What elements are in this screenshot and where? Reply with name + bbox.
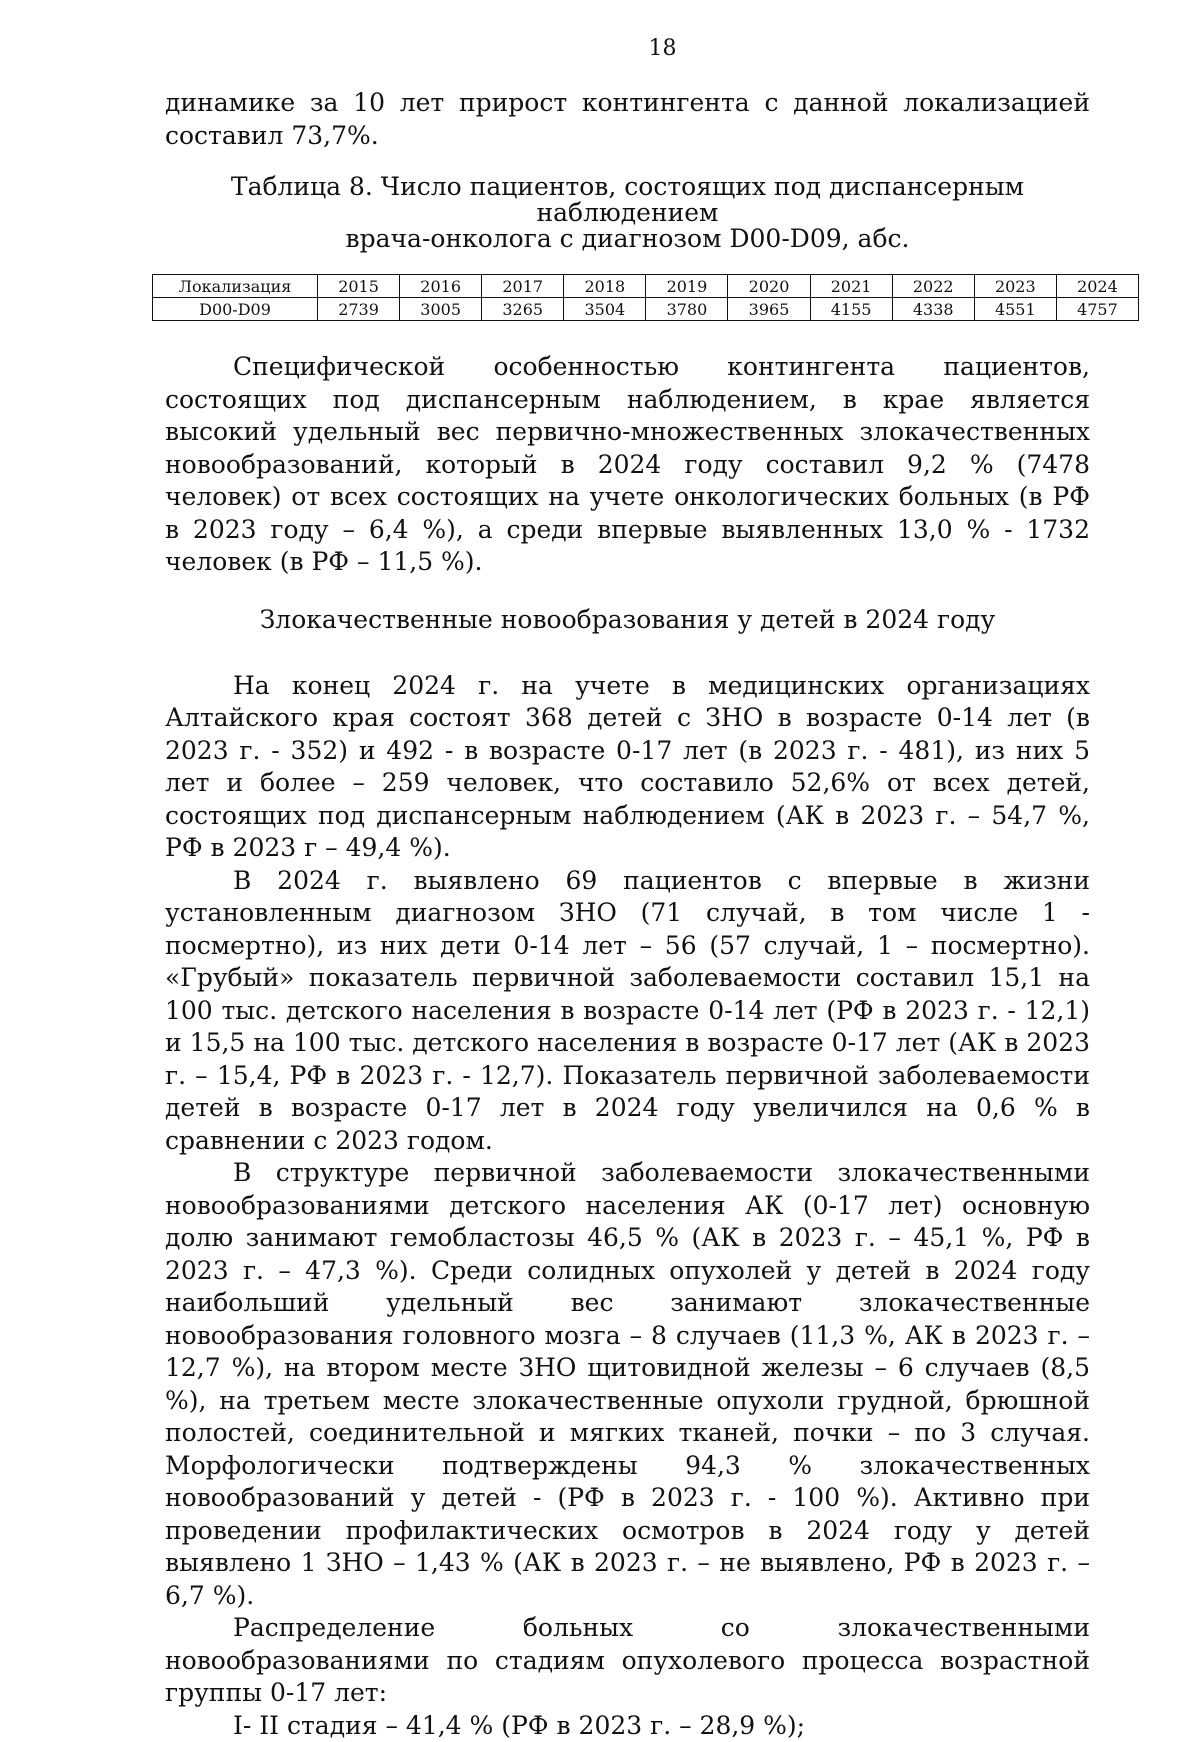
table-header-cell: 2023 [974,275,1056,298]
table-header-cell: 2021 [810,275,892,298]
table-header-cell: 2016 [400,275,482,298]
table-cell: 4338 [892,298,974,321]
table-cell: 3265 [482,298,564,321]
body-paragraph: В структуре первичной заболеваемости злокачественными новообразованиями детского населения АК (0-17 лет) основную долю занимают гемобластозы 46,5 % (АК в 2023 г. – 45,1 %, РФ в 2023 г. – 47,3 %). Среди солидных опухолей у детей в 2024 году наибольший удельный вес занимают злокачественные новообразования головного мозга – 8 случаев (11,3 %, АК в 2023 г. – 12,7 %), на втором месте ЗНО щитовидной железы – 6 случаев (8,5 %), на третьем месте злокачественные опухоли грудной, брюшной полостей, соединительной и мягких тканей, почки – по 3 случая. Морфологически подтверждены 94,3 % злокачественных новообразований у детей - (РФ в 2023 г. - 100 %). Активно при проведении профилактических осмотров в 2024 году у детей выявлено 1 ЗНО – 1,43 % (АК в 2023 г. – не выявлено, РФ в 2023 г. – 6,7 %). [165,1157,1090,1612]
intro-paragraph: динамике за 10 лет прирост контингента с данной локализацией составил 73,7%. [165,87,1090,152]
table-row [153,298,1139,321]
table-cell: 4155 [810,298,892,321]
table-header-cell: 2022 [892,275,974,298]
table-header-cell: 2015 [318,275,400,298]
table-header-row [153,275,1139,298]
table-header-cell: 2024 [1056,275,1138,298]
table-cell: 3965 [728,298,810,321]
page-number: 18 [235,36,1090,61]
table-cell: 4551 [974,298,1056,321]
body-paragraph: На конец 2024 г. на учете в медицинских организациях Алтайского края состоят 368 детей с ЗНО в возрасте 0-14 лет (в 2023 г. - 352) и 492 - в возрасте 0-17 лет (в 2023 г. - 481), из них 5 лет и более – 259 человек, что составило 52,6% от всех детей, состоящих под диспансерным наблюдением (АК в 2023 г. – 54,7 %, РФ в 2023 г – 49,4 %). [165,670,1090,865]
body-paragraph: I- II стадия – 41,4 % (РФ в 2023 г. – 28,9 %); [165,1710,1090,1742]
table-header-cell: 2017 [482,275,564,298]
body-paragraph: Распределение больных со злокачественными новообразованиями по стадиям опухолевого процесса возрастной группы 0-17 лет: [165,1612,1090,1710]
table-cell: 3504 [564,298,646,321]
patients-table [152,274,1139,321]
table-header-cell: 2018 [564,275,646,298]
specific-feature-paragraph: Специфической особенностью контингента пациентов, состоящих под диспансерным наблюдением, в крае является высокий удельный вес первично-множественных злокачественных новообразований, который в 2024 году составил 9,2 % (7478 человек) от всех состоящих на учете онкологических больных (в РФ в 2023 году – 6,4 %), а среди впервые выявленных 13,0 % - 1732 человек (в РФ – 11,5 %). [165,351,1090,579]
table-header-cell: Локализация [153,275,318,298]
table-cell: 4757 [1056,298,1138,321]
body-paragraph: В 2024 г. выявлено 69 пациентов с впервые в жизни установленным диагнозом ЗНО (71 случай, в том числе 1 - посмертно), из них дети 0-14 лет – 56 (57 случай, 1 – посмертно). «Грубый» показатель первичной заболеваемости составил 15,1 на 100 тыс. детского населения в возрасте 0-14 лет (РФ в 2023 г. - 12,1) и 15,5 на 100 тыс. детского населения в возрасте 0-17 лет (АК в 2023 г. – 15,4, РФ в 2023 г. - 12,7). Показатель первичной заболеваемости детей в возрасте 0-17 лет в 2024 году увеличился на 0,6 % в сравнении с 2023 годом. [165,865,1090,1158]
table-header-cell: 2020 [728,275,810,298]
table-cell: 3780 [646,298,728,321]
table-caption-line-2: врача-онколога с диагнозом D00-D09, абс. [165,226,1090,252]
section-title: Злокачественные новообразования у детей в 2024 году [165,605,1090,634]
table-caption [165,174,1090,252]
table-cell: 2739 [318,298,400,321]
table-header-cell: 2019 [646,275,728,298]
table-cell: 3005 [400,298,482,321]
table-cell: D00-D09 [153,298,318,321]
table-caption-line-1: Таблица 8. Число пациентов, состоящих под диспансерным наблюдением [165,174,1090,226]
